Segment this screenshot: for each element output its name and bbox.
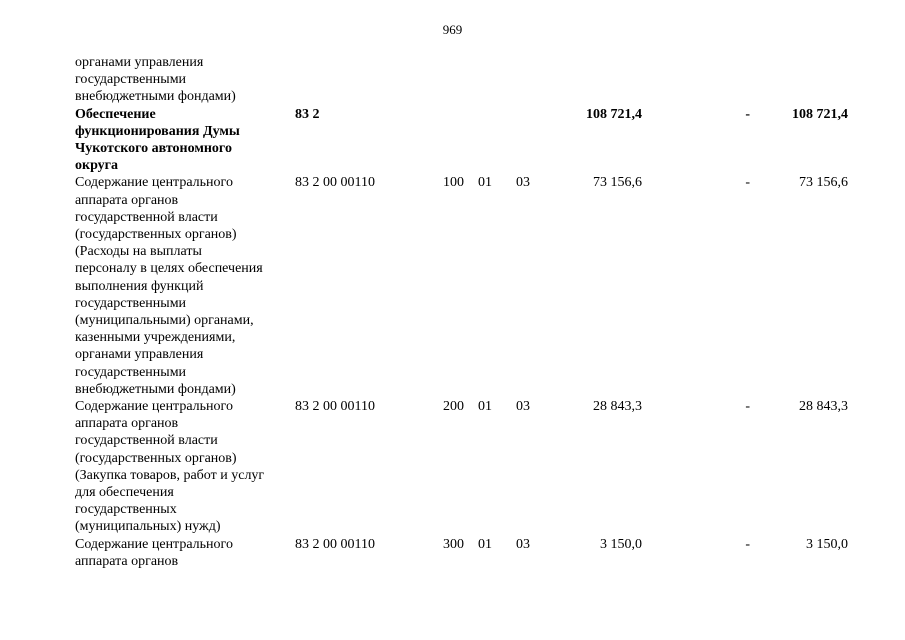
row-change: - xyxy=(745,536,750,552)
table-row xyxy=(0,398,905,536)
row-code: 83 2 00 00110 xyxy=(295,536,375,552)
row-section: 01 xyxy=(478,175,492,191)
row-code: 83 2 xyxy=(295,106,320,122)
row-total: 3 150,0 xyxy=(806,536,848,552)
row-subsection: 03 xyxy=(516,399,530,415)
row-total: 108 721,4 xyxy=(792,106,848,122)
row-description: Содержание центрального аппарата органов xyxy=(75,536,233,569)
row-description: органами управления государственными внебюджетными фондами) xyxy=(75,55,236,105)
row-description: Содержание центрального аппарата органов государственной власти (государственных органов) (Расходы на выплаты персоналу в целях обеспечения выполнения функций государственными (муниципальными) органами, казенными учреждениями, органами управления государственными внебюджетными фондами) xyxy=(75,175,263,397)
row-expense-type: 300 xyxy=(443,536,464,552)
budget-table xyxy=(0,54,905,570)
row-section: 01 xyxy=(478,536,492,552)
row-subsection: 03 xyxy=(516,175,530,191)
page-number: 969 xyxy=(442,22,463,37)
row-amount: 3 150,0 xyxy=(600,536,642,552)
row-amount: 108 721,4 xyxy=(586,106,642,122)
row-description: Обеспечение функционирования Думы Чукотского автономного округа xyxy=(75,106,240,174)
table-row xyxy=(0,174,905,398)
row-section: 01 xyxy=(478,399,492,415)
row-change: - xyxy=(745,106,750,122)
table-row xyxy=(0,536,905,570)
row-change: - xyxy=(745,175,750,191)
row-subsection: 03 xyxy=(516,536,530,552)
row-change: - xyxy=(745,399,750,415)
row-code: 83 2 00 00110 xyxy=(295,175,375,191)
row-total: 28 843,3 xyxy=(799,399,848,415)
row-description: Содержание центрального аппарата органов государственной власти (государственных органов) (Закупка товаров, работ и услуг для обеспечения государственных (муниципальных) нужд) xyxy=(75,399,265,535)
row-expense-type: 200 xyxy=(443,399,464,415)
row-amount: 28 843,3 xyxy=(593,399,642,415)
table-row-section xyxy=(0,106,905,175)
row-expense-type: 100 xyxy=(443,175,464,191)
row-amount: 73 156,6 xyxy=(593,175,642,191)
row-code: 83 2 00 00110 xyxy=(295,399,375,415)
row-total: 73 156,6 xyxy=(799,175,848,191)
table-row xyxy=(0,54,905,106)
